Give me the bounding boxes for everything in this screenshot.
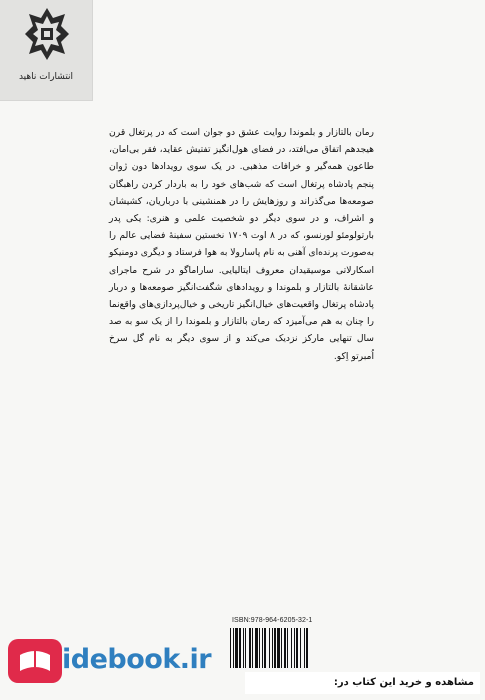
isbn-barcode [228, 628, 360, 668]
barcode-bar [284, 628, 286, 668]
publisher-star-icon [25, 8, 69, 60]
barcode-bar [306, 628, 308, 668]
barcode-bar [239, 628, 241, 668]
barcode-bar [274, 628, 276, 668]
barcode-bar [277, 628, 280, 668]
barcode-bar [296, 628, 298, 668]
barcode-bar [287, 628, 288, 668]
barcode-bar [259, 628, 260, 668]
bookstore-logo-icon [6, 635, 64, 687]
barcode-bar [252, 628, 253, 668]
barcode-bar [272, 628, 273, 668]
publisher-logo-box [0, 0, 93, 101]
barcode-bar [264, 628, 266, 668]
barcode-bar [243, 628, 244, 668]
barcode-bar [269, 628, 270, 668]
barcode-bar [300, 628, 301, 668]
barcode-bar [281, 628, 282, 668]
bookstore-brand-text: idebook.ir [62, 644, 212, 675]
barcode-bar [249, 628, 251, 668]
barcode-bar [304, 628, 305, 668]
barcode-bar [230, 628, 231, 668]
publisher-name: انتشارات ناهید [18, 72, 74, 82]
barcode-bar [294, 628, 295, 668]
blurb-paragraph: رمان بالتازار و بلموندا روایت عشق دو جوان است که در پرتغال قرن هیجدهم اتفاق می‌افتد، در فضای هول‌انگیز تفتیش عقاید، فقر بی‌امان، طاعون همه‌گیر و خرافات مذهبی. در یک سوی رویدادها دون ژوان پنجم پادشاه پرتغال است که شب‌های خود را به باردار کردن راهبگان صومعه‌ها می‌گذراند و روزهایش را در همنشینی با درباریان، کشیشان و اشراف، و در سوی دیگر دو شخصیت علمی و هنری: یکی پدر بارتولومئو لورنسو، که در ۸ اوت ۱۷۰۹ نخستین سفینهٔ فضایی عالم را به‌صورت پرنده‌ای آهنی به نام پاسارولا به هوا فرستاد و دیگری دومنیکو اسکارلاتی موسیقیدان معروف ایتالیایی. ساراماگو در شرح ماجرای عاشقانهٔ بالتازار و بلموندا و رویدادهای شگفت‌انگیز صومعه‌ها و دربار پادشاه پرتغال واقعیت‌های خیال‌انگیز تاریخی و خیال‌پردازی‌های واقع‌نما را چنان به هم می‌آمیزد که رمان بالتازار و بلموندا را از یک سو به صد سال تنهایی مارکز نزدیک می‌کند و از سوی دیگر به نام گل سرخ اُمبرتو اِکو. [109, 127, 374, 362]
barcode-bar [262, 628, 263, 668]
bookstore-brand[interactable] [62, 644, 211, 675]
barcode-bar [255, 628, 258, 668]
isbn-label: ISBN:978-964-6205-32-1 [232, 617, 313, 624]
barcode-bar [235, 628, 238, 668]
bookstore-caption: مشاهده و خرید این کتاب در: [245, 672, 480, 694]
barcode-bar [233, 628, 234, 668]
barcode-bar [291, 628, 292, 668]
barcode-bar [245, 628, 246, 668]
